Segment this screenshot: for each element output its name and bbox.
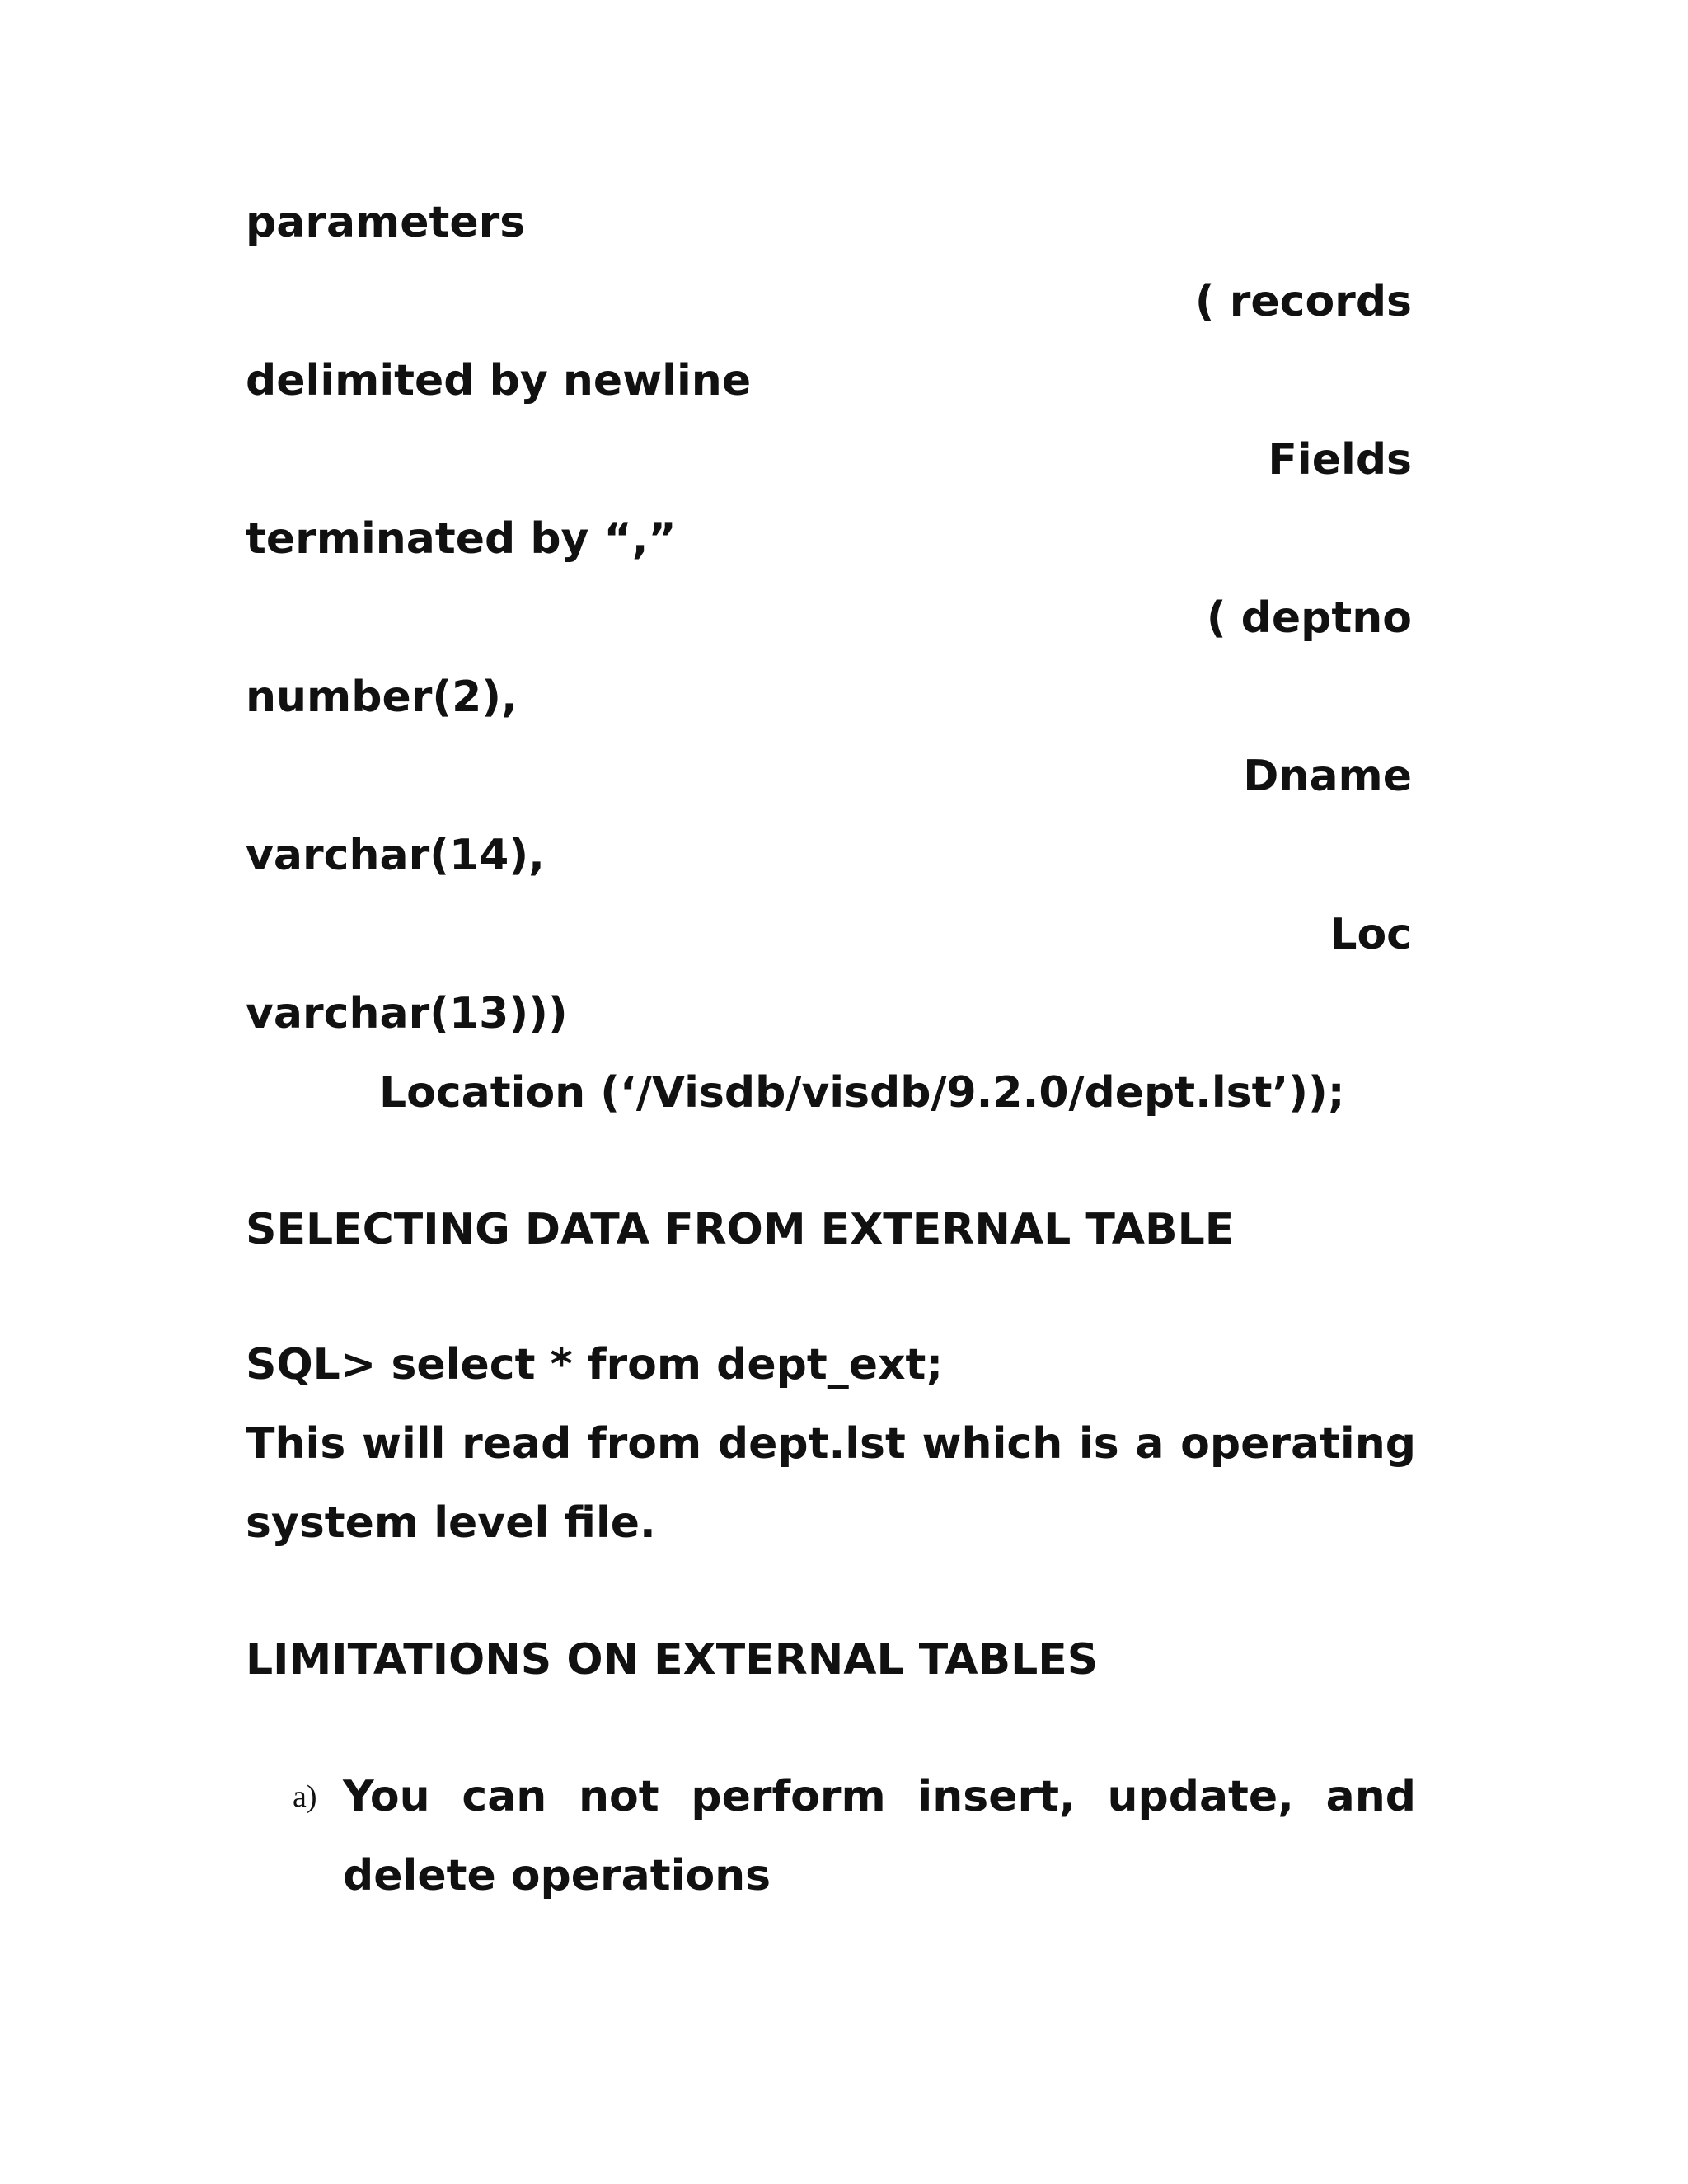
- list-marker-a: a): [293, 1779, 317, 1814]
- code-line-varchar14: varchar(14),: [246, 831, 545, 880]
- sql-query: SQL> select * from dept_ext;: [246, 1340, 944, 1390]
- paragraph-line-1: This will read from dept.lst which is a operating: [246, 1419, 1416, 1469]
- list-item-a-line-1: You can not perform insert, update, and: [343, 1772, 1416, 1821]
- code-line-deptno: ( deptno: [1206, 593, 1412, 643]
- section-heading-limitations: LIMITATIONS ON EXTERNAL TABLES: [246, 1635, 1099, 1685]
- code-line-delimited: delimited by newline: [246, 356, 752, 405]
- code-line-parameters: parameters: [246, 198, 526, 247]
- code-line-records: ( records: [1194, 277, 1412, 326]
- code-line-loc: Loc: [1329, 910, 1412, 959]
- code-line-terminated: terminated by “,”: [246, 514, 677, 564]
- list-item-a-line-2: delete operations: [343, 1851, 771, 1900]
- code-line-fields: Fields: [1268, 435, 1412, 485]
- paragraph-line-2: system level file.: [246, 1498, 656, 1548]
- code-line-location: Location (‘/Visdb/visdb/9.2.0/dept.lst’));: [379, 1068, 1345, 1118]
- section-heading-selecting: SELECTING DATA FROM EXTERNAL TABLE: [246, 1205, 1235, 1254]
- code-line-number: number(2),: [246, 673, 518, 722]
- code-line-varchar13: varchar(13))): [246, 989, 568, 1038]
- code-line-dname: Dname: [1243, 752, 1412, 801]
